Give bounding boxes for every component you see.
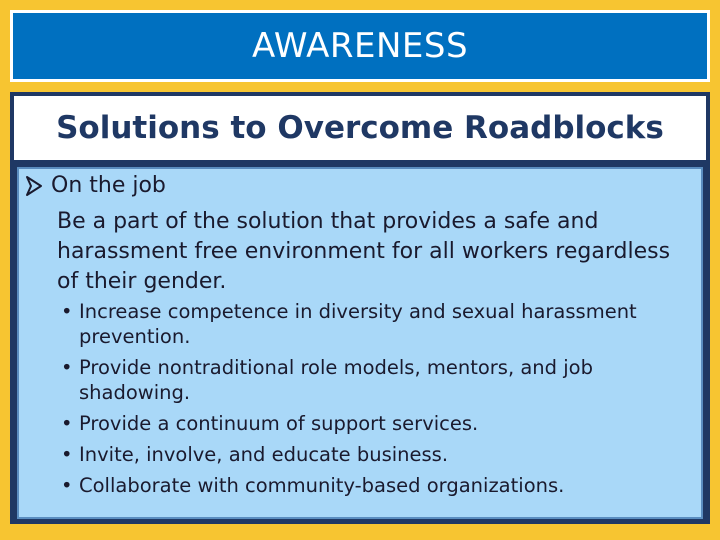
list-item-text: Invite, involve, and educate business. [79,443,449,466]
section-heading: On the job [51,173,166,198]
list-item [61,355,681,405]
heading-row [23,173,166,198]
bullet-dot-icon: • [61,443,73,466]
bullet-dot-icon: • [61,300,73,323]
list-item-text: Increase competence in diversity and sexual harassment prevention. [79,300,637,348]
title-bar [10,10,710,82]
bullet-dot-icon: • [61,474,73,497]
slide-title: AWARENESS [251,26,469,66]
list-item [61,442,681,467]
subtitle-box [14,96,706,160]
intro-paragraph: Be a part of the solution that provides a safe and harassment free environment for all workers regardless of their gender. [57,209,671,294]
slide-subtitle: Solutions to Overcome Roadblocks [56,110,664,146]
list-item [61,299,681,349]
list-item [61,473,681,498]
list-item-text: Collaborate with community-based organizations. [79,474,565,497]
list-item-text: Provide nontraditional role models, mentors, and job shadowing. [79,356,593,404]
content-panel [17,167,703,519]
bullet-dot-icon: • [61,356,73,379]
list-item-text: Provide a continuum of support services. [79,412,479,435]
arrow-right-icon [23,175,45,197]
bullet-list [61,299,681,504]
list-item [61,411,681,436]
bullet-dot-icon: • [61,412,73,435]
